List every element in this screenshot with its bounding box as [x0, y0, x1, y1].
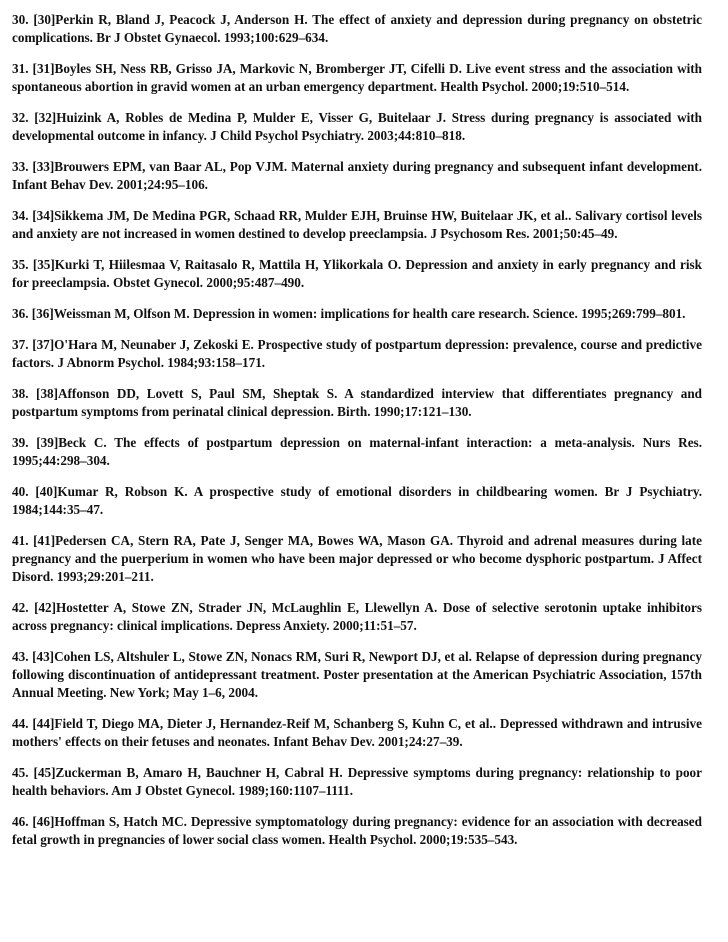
reference-35: 35. [35]Kurki T, Hiilesmaa V, Raitasalo R, Mattila H, Ylikorkala O. Depression and anxiety in early pregnancy and risk for preeclampsia. Obstet Gynecol. 2000;95:487–490. — [12, 257, 702, 290]
reference-31: 31. [31]Boyles SH, Ness RB, Grisso JA, Markovic N, Bromberger JT, Cifelli D. Live event stress and the association with spontaneous abortion in gravid women at an urban emergency department. Health Psychol. 2000;19:510–514. — [12, 61, 702, 94]
reference-33: 33. [33]Brouwers EPM, van Baar AL, Pop VJM. Maternal anxiety during pregnancy and subsequent infant development. Infant Behav Dev. 2001;24:95–106. — [12, 159, 702, 192]
reference-44: 44. [44]Field T, Diego MA, Dieter J, Hernandez-Reif M, Schanberg S, Kuhn C, et al.. Depressed withdrawn and intrusive mothers' effects on their fetuses and neonates. Infant Behav Dev. 2001;24:27–39. — [12, 716, 702, 749]
reference-38: 38. [38]Affonson DD, Lovett S, Paul SM, Sheptak S. A standardized interview that differentiates pregnancy and postpartum symptoms from perinatal clinical depression. Birth. 1990;17:121–130. — [12, 386, 702, 419]
reference-32: 32. [32]Huizink A, Robles de Medina P, Mulder E, Visser G, Buitelaar J. Stress during pregnancy is associated with developmental outcome in infancy. J Child Psychol Psychiatry. 2003;44:810–818. — [12, 110, 702, 143]
reference-45: 45. [45]Zuckerman B, Amaro H, Bauchner H, Cabral H. Depressive symptoms during pregnancy: relationship to poor health behaviors. Am J Obstet Gynecol. 1989;160:1107–1111. — [12, 765, 702, 798]
reference-42: 42. [42]Hostetter A, Stowe ZN, Strader JN, McLaughlin E, Llewellyn A. Dose of selective serotonin uptake inhibitors across pregnancy: clinical implications. Depress Anxiety. 2000;11:51–57. — [12, 600, 702, 633]
reference-46: 46. [46]Hoffman S, Hatch MC. Depressive symptomatology during pregnancy: evidence for an association with decreased fetal growth in pregnancies of lower social class women. Health Psychol. 2000;19:535–543. — [12, 814, 702, 847]
reference-30: 30. [30]Perkin R, Bland J, Peacock J, Anderson H. The effect of anxiety and depression during pregnancy on obstetric complications. Br J Obstet Gynaecol. 1993;100:629–634. — [12, 12, 702, 45]
reference-37: 37. [37]O'Hara M, Neunaber J, Zekoski E. Prospective study of postpartum depression: prevalence, course and predictive factors. J Abnorm Psychol. 1984;93:158–171. — [12, 337, 702, 370]
reference-36: 36. [36]Weissman M, Olfson M. Depression in women: implications for health care research. Science. 1995;269:799–801. — [12, 306, 686, 321]
reference-34: 34. [34]Sikkema JM, De Medina PGR, Schaad RR, Mulder EJH, Bruinse HW, Buitelaar JK, et al.. Salivary cortisol levels and anxiety are not increased in women destined to develop preeclampsia. J Psychosom Res. 2001;50:45–49. — [12, 208, 702, 241]
reference-39: 39. [39]Beck C. The effects of postpartum depression on maternal-infant interaction: a meta-analysis. Nurs Res. 1995;44:298–304. — [12, 435, 702, 468]
reference-43: 43. [43]Cohen LS, Altshuler L, Stowe ZN, Nonacs RM, Suri R, Newport DJ, et al. Relapse of depression during pregnancy following discontinuation of antidepressant treatment. Poster presentation at the American Psychiatric Association, 157th Annual Meeting. New York; May 1–6, 2004. — [12, 649, 702, 700]
reference-list — [12, 11, 702, 862]
reference-41: 41. [41]Pedersen CA, Stern RA, Pate J, Senger MA, Bowes WA, Mason GA. Thyroid and adrenal measures during late pregnancy and the puerperium in women who have been major depressed or who become dysphoric postpartum. J Affect Disord. 1993;29:201–211. — [12, 533, 702, 584]
reference-40: 40. [40]Kumar R, Robson K. A prospective study of emotional disorders in childbearing women. Br J Psychiatry. 1984;144:35–47. — [12, 484, 702, 517]
